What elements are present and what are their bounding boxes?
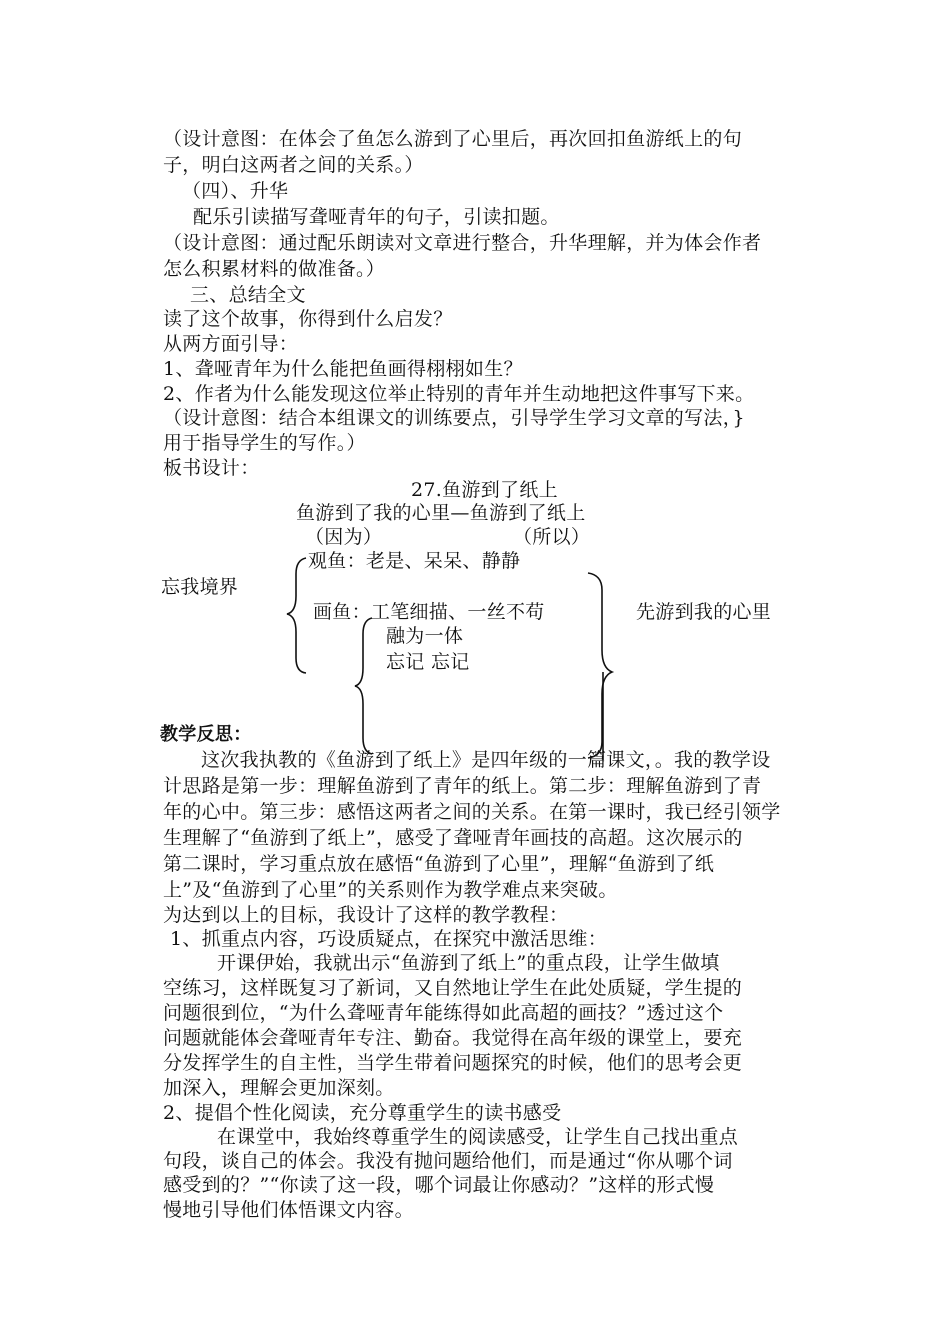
reflection-line: 为达到以上的目标，我设计了这样的教学教程： xyxy=(163,904,569,926)
board-watch-fish: 观鱼：老是、呆呆、静静 xyxy=(308,550,521,572)
left-brace xyxy=(287,558,306,673)
text-line: 从两方面引导： xyxy=(163,333,299,355)
reflection-line: 第二课时，学习重点放在感悟“鱼游到了心里”，理解“鱼游到了纸 xyxy=(163,853,715,875)
board-draw-fish: 画鱼：工笔细描、一丝不苟 xyxy=(313,601,545,623)
reflection-line: 加深入，理解会更加深刻。 xyxy=(163,1077,395,1099)
reflection-line: 这次我执教的《鱼游到了纸上》是四年级的一篇课文，。我的教学设 xyxy=(201,749,771,771)
text-line: （设计意图：通过配乐朗读对文章进行整合，升华理解，并为体会作者 xyxy=(163,232,762,254)
board-merge: 融为一体 xyxy=(386,625,464,647)
text-line: 配乐引读描写聋哑青年的句子，引读扣题。 xyxy=(193,206,560,228)
reflection-line: 分发挥学生的自主性，当学生带着问题探究的时候，他们的思考会更 xyxy=(163,1052,743,1074)
board-heart: 先游到我的心里 xyxy=(636,601,772,623)
board-because: （因为） xyxy=(305,526,383,548)
section-heading: （四）、升华 xyxy=(182,180,289,202)
board-state: 忘我境界 xyxy=(161,576,239,598)
reflection-line: 感受到的？”“你读了这一段，哪个词最让你感动？”这样的形式慢 xyxy=(163,1174,715,1196)
text-line: 板书设计： xyxy=(163,457,260,479)
reflection-line: 生理解了“鱼游到了纸上”，感受了聋哑青年画技的高超。这次展示的 xyxy=(163,827,743,849)
reflection-line: 年的心中。第三步：感悟这两者之间的关系。在第一课时，我已经引领学 xyxy=(163,801,781,823)
reflection-line: 上”及“鱼游到了心里”的关系则作为教学难点来突破。 xyxy=(163,879,618,901)
text-line: 用于指导学生的写作。） xyxy=(163,432,366,454)
text-line: 1、聋哑青年为什么能把鱼画得栩栩如生？ xyxy=(163,358,523,380)
board-forget: 忘记 忘记 xyxy=(386,651,470,673)
text-line: （设计意图：在体会了鱼怎么游到了心里后，再次回扣鱼游纸上的句 xyxy=(163,128,743,150)
text-line: 读了这个故事，你得到什么启发？ xyxy=(163,308,453,330)
reflection-line: 句段，谈自己的体会。我没有抛问题给他们，而是通过“你从哪个词 xyxy=(163,1150,733,1172)
section-heading: 三、总结全文 xyxy=(190,284,306,306)
reflection-line: 问题就能体会聋哑青年专注、勤奋。我觉得在高年级的课堂上，要充 xyxy=(163,1027,743,1049)
reflection-line: 开课伊始，我就出示“鱼游到了纸上”的重点段，让学生做填 xyxy=(217,952,720,974)
reflection-line: 在课堂中，我始终尊重学生的阅读感受，让学生自己找出重点 xyxy=(217,1126,739,1148)
board-title: 27.鱼游到了纸上 xyxy=(411,479,558,501)
reflection-line: 计思路是第一步：理解鱼游到了青年的纸上。第二步：理解鱼游到了青 xyxy=(163,775,762,797)
reflection-line: 空练习，这样既复习了新词，又自然地让学生在此处质疑，学生提的 xyxy=(163,977,743,999)
reflection-point: 1、抓重点内容，巧设质疑点，在探究中激活思维： xyxy=(170,928,607,950)
text-line: 怎么积累材料的做准备。） xyxy=(163,258,386,280)
board-subtitle: 鱼游到了我的心里—鱼游到了纸上 xyxy=(296,502,586,524)
reflection-line: 慢地引导他们体悟课文内容。 xyxy=(163,1199,414,1221)
inner-left-brace xyxy=(355,618,372,754)
right-brace xyxy=(588,573,612,758)
text-line: 2、作者为什么能发现这位举止特别的青年并生动地把这件事写下来。 xyxy=(163,383,755,405)
text-line: 子，明白这两者之间的关系。） xyxy=(163,154,424,176)
text-line: （设计意图：结合本组课文的训练要点，引导学生学习文章的写法，} xyxy=(163,407,745,429)
reflection-heading: 教学反思： xyxy=(160,724,252,745)
board-so: （所以） xyxy=(513,526,591,548)
reflection-line: 问题很到位，“为什么聋哑青年能练得如此高超的画技？”透过这个 xyxy=(163,1002,724,1024)
reflection-point: 2、提倡个性化阅读，充分尊重学生的读书感受 xyxy=(163,1102,562,1124)
